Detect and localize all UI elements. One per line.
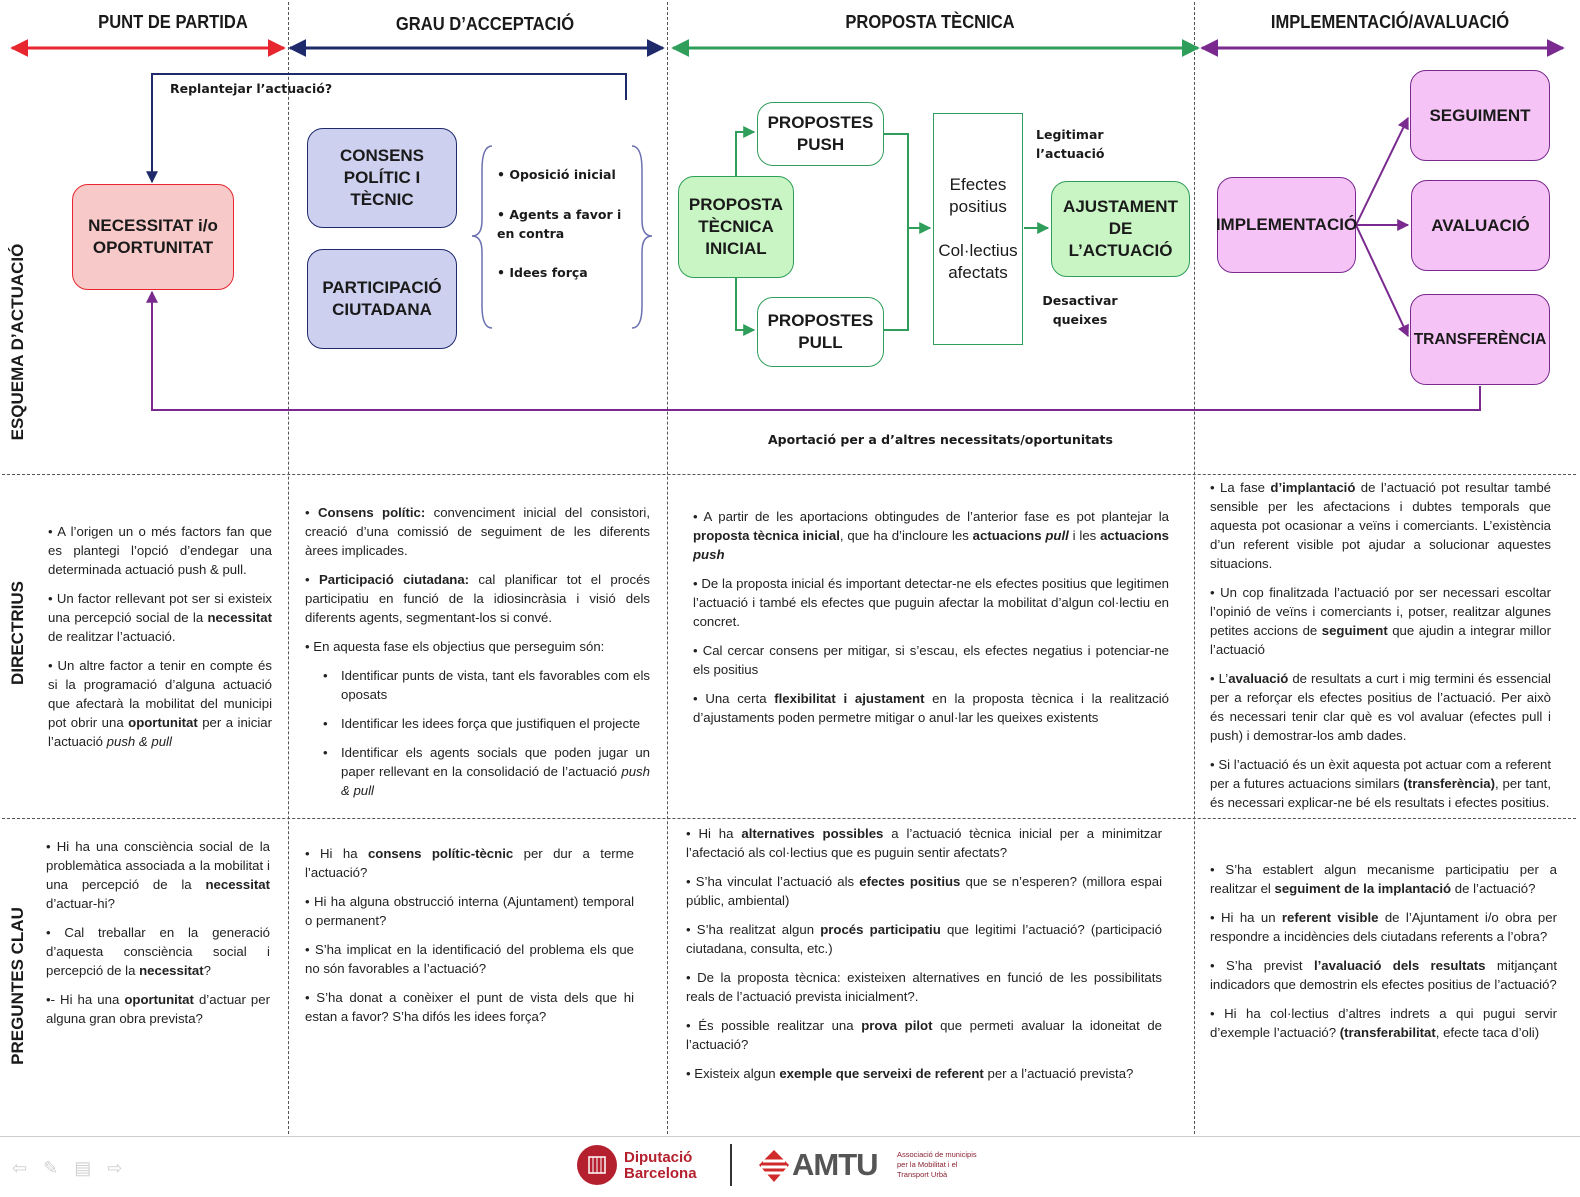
- collectius-afectats-label: Col·lectius afectats: [938, 241, 1018, 282]
- ajustament-box: [1051, 181, 1190, 277]
- transferencia-label: TRANSFERÈNCIA: [1413, 330, 1547, 348]
- slide-nav[interactable]: [12, 1158, 122, 1179]
- row-label-preguntes: PREGUNTES CLAU: [8, 907, 27, 1065]
- amtu-logo-text: AMTU: [792, 1147, 878, 1182]
- efectes-box: [933, 113, 1023, 345]
- menu-icon[interactable]: ▤: [74, 1158, 92, 1178]
- amtu-logo-icon: [757, 1148, 791, 1189]
- necessitat-box: [72, 184, 234, 290]
- push-box: [757, 102, 884, 166]
- preguntes-grau: • Hi ha consens polític-tècnic per dur a terme l’actuació? • Hi ha alguna obstrucció interna (Ajuntament) temporal o permanent? • S’ha implicat en la identificació del problema els que no són favorables a l’actuació? • S’ha donat a conèixer el punt de vista dels que hi estan a favor? S’ha difós les idees força?: [305, 846, 634, 1024]
- preguntes-punt: • Hi ha una consciència social de la problemàtica associada a la mobilitat i una percepció de la necessitat d’actuar-hi? • Cal treballar en la generació d’aquesta consciència social i percepció de la necessitat? •- Hi ha una oportunitat d’actuar per alguna gran obra prevista?: [46, 839, 270, 1026]
- pull-label: PROPOSTES PULL: [767, 311, 874, 352]
- push-label: PROPOSTES PUSH: [767, 113, 874, 154]
- phase-punt-de-partida: PUNT DE PARTIDA: [98, 12, 248, 32]
- preguntes-proposta: • Hi ha alternatives possibles a l’actuació tècnica inicial per a minimitzar l’afectació als col·lectius que es puguin sentir afectats? • S’ha vinculat l’actuació als efectes positius que se n’esperen? (millora espai públic, ambiental) • S’ha realitzat algun procés participatiu que legitimi l’actuació? (participació ciutadana, consulta, etc.) • De la proposta tècnica: existeixen alternatives en funció de les possibilitats reals de l’actuació prevista inicialment?. • És possible realitzar una prova pilot que permeti avaluar la idoneitat de l’actuació? • Existeix algun exemple que serveixi de referent per a l’actuació prevista?: [686, 826, 1163, 1081]
- brace-bullet: • Idees força: [497, 265, 588, 280]
- arrow-left-icon[interactable]: ⇦: [12, 1158, 28, 1178]
- row-label-directrius: DIRECTRIUS: [8, 581, 27, 685]
- necessitat-label: NECESSITAT i/o OPORTUNITAT: [88, 216, 218, 257]
- implementacio-label: IMPLEMENTACIÓ: [1215, 215, 1358, 234]
- brace-bullet: • Agents a favor i en contra: [497, 207, 622, 241]
- arrow-right-icon[interactable]: ⇨: [107, 1158, 123, 1178]
- amtu-logo-subtitle: Associació de municipis per la Mobilitat i el Transport Urbà: [897, 1150, 977, 1179]
- implementacio-box: [1217, 177, 1356, 273]
- diputacio-logo-text: Diputació Barcelona: [624, 1149, 697, 1182]
- diputacio-logo-icon: [577, 1145, 617, 1185]
- transferencia-box: [1410, 294, 1550, 385]
- avaluacio-label: AVALUACIÓ: [1431, 215, 1530, 235]
- phase-implementacio-avaluacio: IMPLEMENTACIÓ/AVALUACIÓ: [1270, 12, 1510, 32]
- seguiment-box: [1410, 70, 1550, 161]
- brace-bullet: • Oposició inicial: [497, 167, 616, 182]
- directrius-implementacio: • La fase d’implantació de l’actuació pot resultar també sensible per les afectacions i dubtes temporals que aquesta pot ocasionar a veïns i comerciants. L’existència d’un referent visible pot ajudar a solucionar aquestes situacions. • Un cop finalitzada l’actuació por ser necessari escoltar l’opinió de veïns i comerciants i, potser, realitzar algunes petites accions de seguiment que ajudin a integrar millor l’actuació • L’avaluació de resultats a curt i mig termini és essencial per a reforçar els efectes positius de l’actuació. Per això és necessari tenir clar què es vol avaluar (efectes pull i push) i demostrar-los amb dades. • Si l’actuació és un èxit aquesta pot actuar com a referent per a futures actuacions similars (transferència), per tant, és necessari explicar-ne bé els resultats i efectes positius.: [1210, 480, 1551, 810]
- avaluacio-box: [1411, 180, 1550, 271]
- logo-divider: [730, 1144, 732, 1186]
- replantejar-label: Replantejar l’actuació?: [170, 81, 333, 96]
- preguntes-implementacio: • S’ha establert algun mecanisme participatiu per a realitzar el seguiment de la implantació de l’actuació? • Hi ha un referent visible de l’Ajuntament i/o obra per respondre a incidències dels ciutadans referents a l’obra? • S’ha previst l’avaluació dels resultats mitjançant indicadors que demostrin els efectes positius de l’actuació? • Hi ha col·lectius d’altres indrets a qui pugui servir d’exemple l’actuació? (transferabilitat, efecte taca d’oli): [1210, 862, 1557, 1040]
- ajustament-label: AJUSTAMENT DE L’ACTUACIÓ: [1063, 197, 1178, 260]
- efectes-positius-label: Efectes positius: [949, 175, 1007, 216]
- left-brace: [472, 146, 492, 328]
- directrius-grau: • Consens polític: convenciment inicial del consistori, creació d’una comissió de seguiment de les diferents àrees implicades. • Participació ciutadana: cal planificar tot el procés participatiu en funció de la idiosincràsia i visió dels diferents agents, segmentant-los si convé. • En aquesta fase els objectius que perseguim són: • Identificar punts de vista, tant els favorables com els oposats • Identificar les idees força que justifiquen el projecte • Identificar els agents socials que poden jugar un paper rellevant en la consolidació de l’actuació push & pull: [305, 503, 650, 810]
- participacio-label: PARTICIPACIÓ CIUTADANA: [322, 278, 442, 319]
- footer-divider: [0, 1136, 1580, 1137]
- consens-label: CONSENS POLÍTIC I TÈCNIC: [339, 146, 425, 209]
- directrius-proposta: • A partir de les aportacions obtingudes de l’anterior fase es pot plantejar la proposta tècnica inicial, que ha d’incloure les actuacions pull i les actuacions push • De la proposta inicial és important detectar-ne els efectes positius que legitimen l’actuació i també els efectes que puguin afectar la mobilitat d’algun col·lectiu en concret. • Cal cercar consens per mitigar, si s’escau, els efectes negatius i potenciar-ne els positius • Una certa flexibilitat i ajustament en la proposta tècnica i la realització d’ajustaments poden permetre mitigar o anul·lar les queixes existents: [693, 509, 1169, 725]
- proposta-inicial-label: PROPOSTA TÈCNICA INICIAL: [688, 195, 784, 258]
- consens-box: [307, 128, 457, 228]
- seguiment-label: SEGUIMENT: [1429, 105, 1531, 125]
- pen-icon[interactable]: ✎: [43, 1158, 59, 1178]
- directrius-punt: • A l’origen un o més factors fan que es plantegi l’opció d’endegar una determinada actuació push & pull. • Un factor rellevant pot ser si existeix una percepció social de la necessitat de realitzar l’actuació. • Un altre factor a tenir en compte és si la programació d’alguna actuació que afectarà la mobilitat del municipi pot obrir una oportunitat per a iniciar l’actuació push & pull: [48, 524, 272, 749]
- row-label-esquema: ESQUEMA D’ACTUACIÓ: [8, 243, 27, 441]
- aportacio-label: Aportació per a d’altres necessitats/oportunitats: [768, 432, 1113, 447]
- legitimar-label: Legitimar l’actuació: [1036, 127, 1105, 161]
- participacio-box: [307, 249, 457, 349]
- proposta-inicial-box: [678, 176, 794, 278]
- phase-grau-acceptacio: GRAU D’ACCEPTACIÓ: [395, 14, 575, 34]
- phase-proposta-tecnica: PROPOSTA TÈCNICA: [845, 12, 1015, 32]
- desactivar-label: Desactivar queixes: [1042, 293, 1118, 327]
- pull-box: [757, 297, 884, 367]
